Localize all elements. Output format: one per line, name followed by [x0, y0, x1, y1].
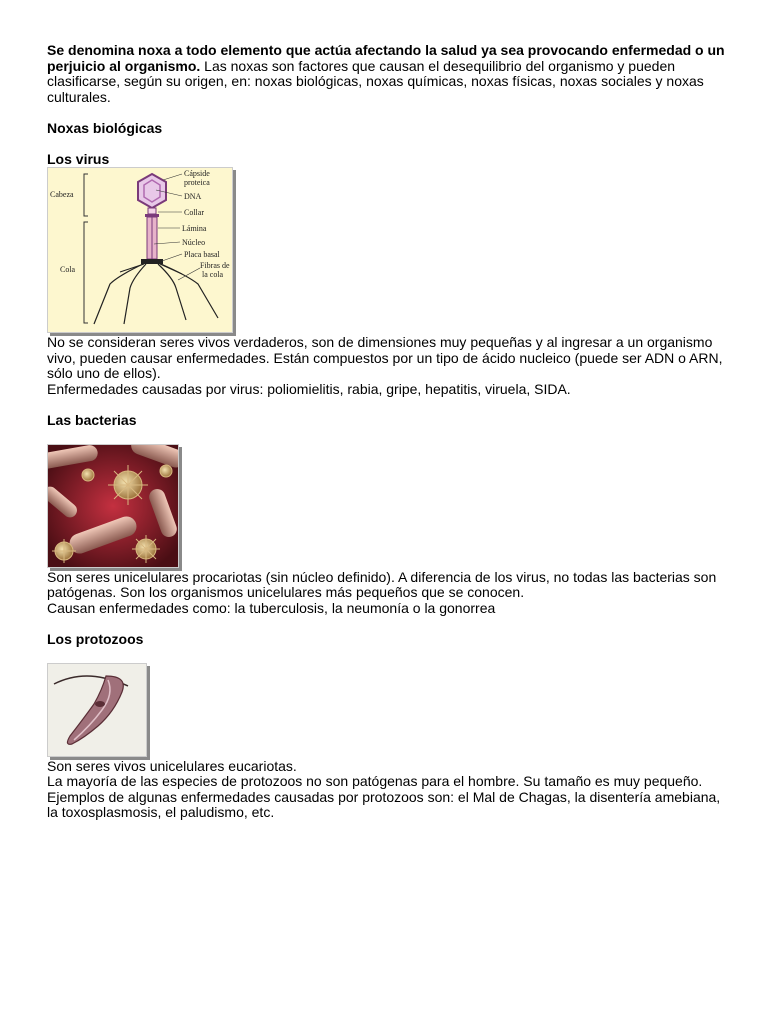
label-placa: Placa basal: [184, 250, 220, 259]
label-capside-2: proteica: [184, 178, 210, 187]
protozoa-pathogenicity: La mayoría de las especies de protozoos no son patógenas para el hombre. Su tamaño es muy pequeño.: [47, 773, 703, 789]
virus-description: No se consideran seres vivos verdaderos, son de dimensiones muy pequeñas y al ingresar a un organismo vivo, pueden causar enfermedades. Están compuestos por un tipo de ácido nucleico (puede ser ADN o ARN, sólo uno de ellos).: [47, 334, 723, 381]
document-page: [47, 43, 727, 821]
label-cabeza: Cabeza: [50, 190, 74, 199]
protozoa-image: [47, 663, 147, 757]
virus-diseases: Enfermedades causadas por virus: poliomielitis, rabia, gripe, hepatitis, viruela, SIDA.: [47, 380, 571, 397]
bacteria-diseases: Causan enfermedades como: la tuberculosis, la neumonía o la gonorrea: [47, 599, 496, 616]
bacteria-heading: Las bacterias: [47, 411, 137, 428]
intro-paragraph: [47, 43, 727, 105]
protozoa-heading: Los protozoos: [47, 630, 144, 647]
bacteria-description: Son seres unicelulares procariotas (sin núcleo definido). A diferencia de los virus, no todas las bacterias son patógenas. Son los organismos unicelulares más pequeños que se conocen.: [47, 568, 717, 600]
intro-text: Las noxas son factores que causan el desequilibrio del organismo y pueden clasificarse, según su origen, en: noxas biológicas, noxas químicas, noxas físicas, noxas sociales y noxas culturales.: [47, 57, 704, 105]
label-nucleo: Núcleo: [182, 238, 206, 247]
label-lamina: Lámina: [182, 224, 207, 233]
protozoa-description: Son seres vivos unicelulares eucariotas.: [47, 757, 297, 774]
section-title: Noxas biológicas: [47, 119, 163, 136]
intro-definition: Se denomina noxa a todo elemento que actúa afectando la salud ya sea provocando enfermedad o un perjuicio al organismo.: [47, 42, 725, 74]
label-capside-1: Cápside: [184, 169, 210, 178]
bacteria-image: [47, 444, 179, 568]
label-collar: Collar: [184, 208, 204, 217]
protozoa-diseases: Ejemplos de algunas enfermedades causadas por protozoos son: el Mal de Chagas, la disentería amebiana, la toxosplasmosis, el paludismo, etc.: [47, 788, 721, 820]
label-cola: Cola: [60, 265, 76, 274]
label-fibras-2: la cola: [202, 270, 224, 279]
label-dna: DNA: [184, 192, 202, 201]
label-fibras-1: Fibras de: [200, 261, 230, 270]
virus-heading: Los virus: [47, 150, 110, 167]
virus-diagram-image: [47, 167, 233, 333]
